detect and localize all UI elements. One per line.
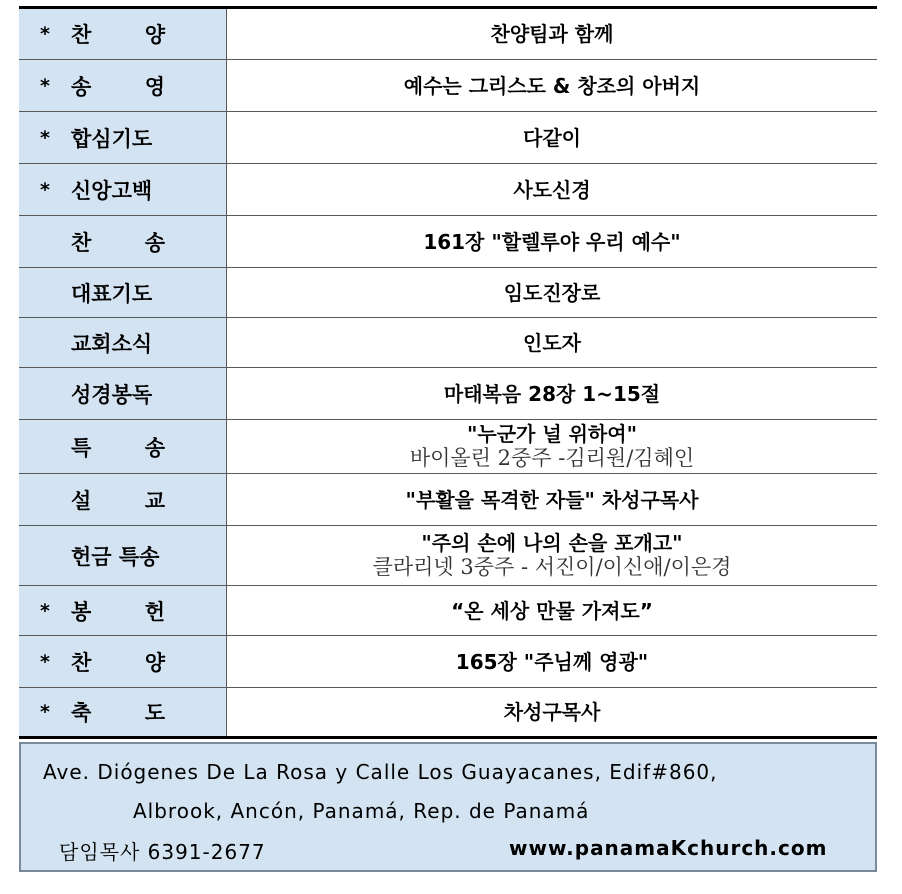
order-content: 찬양팀과 함께: [490, 22, 614, 46]
order-label-cell: [19, 636, 227, 688]
standing-mark: *: [40, 23, 50, 45]
order-row: [19, 586, 877, 636]
order-content-cell: [227, 420, 878, 474]
order-label-cell: [19, 268, 227, 318]
order-row: [19, 60, 877, 112]
order-label: 특 송: [71, 435, 165, 460]
order-content-cell: [227, 636, 878, 688]
order-label-cell: [19, 688, 227, 738]
order-label-cell: [19, 216, 227, 268]
order-label-cell: [19, 420, 227, 474]
order-content: “온 세상 만물 가져도”: [451, 598, 653, 623]
order-label: 대표기도: [71, 281, 153, 306]
standing-mark: *: [40, 126, 50, 149]
order-row: [19, 526, 877, 586]
order-content: 인도자: [523, 330, 581, 355]
order-content-cell: [227, 8, 878, 60]
order-row: [19, 368, 877, 420]
standing-mark: *: [40, 599, 50, 622]
standing-mark: *: [40, 701, 50, 723]
order-label: 헌금 특송: [71, 544, 160, 569]
order-label-cell: [19, 60, 227, 112]
order-content-cell: [227, 526, 878, 586]
order-label-cell: [19, 586, 227, 636]
order-content-cell: [227, 688, 878, 738]
order-label: 찬 양: [71, 23, 165, 47]
order-label: 합심기도: [71, 126, 153, 151]
order-label-cell: [19, 368, 227, 420]
order-row: [19, 636, 877, 688]
order-content: "누군가 널 위하여": [466, 422, 637, 446]
order-content: 다같이: [523, 125, 581, 150]
pastor-phone: 담임목사 6391-2677: [59, 840, 266, 864]
order-row: [19, 8, 877, 60]
order-label: 찬 양: [71, 650, 165, 675]
order-content: 임도진장로: [503, 280, 601, 305]
order-label: 봉 헌: [71, 599, 165, 624]
order-content: 마태복음 28장 1~15절: [443, 381, 661, 406]
order-content-sub: 바이올린 2중주 -김리원/김혜인: [409, 446, 695, 470]
order-label: 송 영: [71, 74, 165, 99]
order-content: "주의 손에 나의 손을 포개고": [421, 531, 683, 555]
order-row: [19, 474, 877, 526]
order-content-sub: 클라리넷 3중주 - 서진이/이신애/이은경: [372, 555, 732, 579]
order-label-cell: [19, 164, 227, 216]
order-row: [19, 420, 877, 474]
standing-mark: *: [40, 178, 50, 201]
order-row: [19, 268, 877, 318]
order-content: 예수는 그리스도 & 창조의 아버지: [403, 73, 701, 98]
order-label: 찬 송: [71, 230, 165, 255]
standing-mark: *: [40, 74, 50, 97]
order-content: "부활을 목격한 자들" 차성구목사: [405, 487, 699, 512]
order-label-cell: [19, 526, 227, 586]
order-row: [19, 112, 877, 164]
order-label: 교회소식: [71, 331, 153, 356]
order-label: 설 교: [71, 488, 165, 513]
order-content-cell: [227, 318, 878, 368]
standing-mark: *: [40, 650, 50, 673]
order-row: [19, 216, 877, 268]
order-label: 축 도: [71, 701, 165, 725]
order-label: 성경봉독: [71, 382, 153, 407]
church-info-box: [19, 742, 877, 872]
order-content-cell: [227, 368, 878, 420]
order-content: 차성구목사: [503, 700, 601, 724]
order-label-cell: [19, 318, 227, 368]
order-label: 신앙고백: [71, 178, 153, 203]
order-label-cell: [19, 112, 227, 164]
order-content: 165장 "주님께 영광": [455, 649, 649, 674]
order-row: [19, 164, 877, 216]
order-content: 161장 "할렐루야 우리 예수": [423, 229, 681, 254]
worship-order-table: [19, 6, 877, 739]
order-content-cell: [227, 164, 878, 216]
order-content-cell: [227, 60, 878, 112]
order-content-cell: [227, 586, 878, 636]
order-content-cell: [227, 268, 878, 318]
order-content-cell: [227, 216, 878, 268]
address-line-2: Albrook, Ancón, Panamá, Rep. de Panamá: [133, 799, 590, 823]
order-label-cell: [19, 474, 227, 526]
church-website: www.panamaKchurch.com: [509, 836, 828, 860]
address-line-1: Ave. Diógenes De La Rosa y Calle Los Guayacanes, Edif#860,: [43, 760, 718, 784]
order-label-cell: [19, 8, 227, 60]
order-content: 사도신경: [513, 177, 591, 202]
order-row: [19, 318, 877, 368]
order-row: [19, 688, 877, 738]
order-content-cell: [227, 474, 878, 526]
order-content-cell: [227, 112, 878, 164]
